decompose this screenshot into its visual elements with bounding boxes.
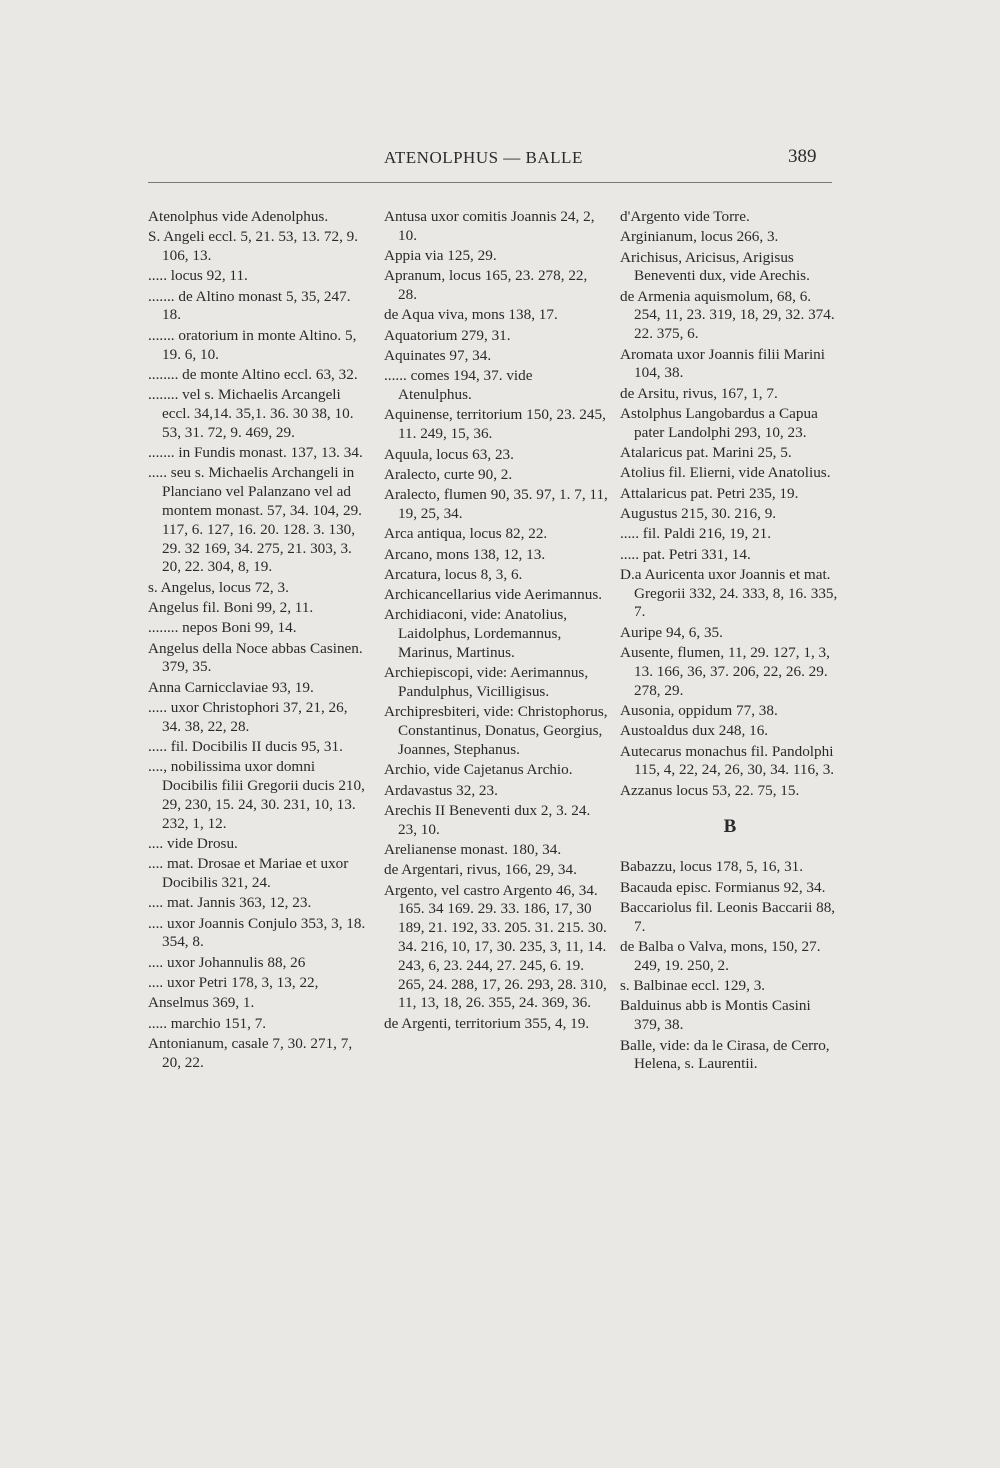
index-entry: Aralecto, flumen 90, 35. 97, 1. 7, 11, 19, 25, 34.: [384, 486, 608, 522]
index-entry: ...... comes 194, 37. vide Atenulphus.: [384, 367, 533, 404]
index-entry: Archio, vide Cajetanus Archio.: [384, 761, 573, 779]
index-entry: Arelianense monast. 180, 34.: [384, 841, 562, 858]
index-entry: Aquatorium 279, 31.: [384, 326, 511, 344]
index-entry: de Balba o Valva, mons, 150, 27. 249, 19. 250, 2.: [620, 938, 821, 974]
index-entry: Appia via 125, 29.: [384, 247, 497, 265]
index-entry: Austoaldus dux 248, 16.: [620, 722, 769, 740]
index-entry: Arechis II Beneventi dux 2, 3. 24. 23, 10.: [384, 801, 591, 838]
index-entry: Archiepiscopi, vide: Aerimannus, Pandulphus, Vicilligisus.: [384, 664, 589, 701]
index-entry: de Argentari, rivus, 166, 29, 34.: [384, 861, 577, 879]
index-entry: ..... pat. Petri 331, 14.: [620, 545, 751, 563]
index-entry: Atolius fil. Elierni, vide Anatolius.: [620, 464, 831, 482]
index-entry: s. Angelus, locus 72, 3.: [148, 578, 289, 596]
index-entry: Archipresbiteri, vide: Christophorus, Constantinus, Donatus, Georgius, Joannes, Stephanus.: [384, 703, 608, 759]
index-entry: .... uxor Johannulis 88, 26: [148, 953, 306, 971]
index-entry: S. Angeli eccl. 5, 21. 53, 13. 72, 9. 106, 13.: [148, 228, 359, 265]
page-number: 389: [788, 146, 817, 167]
index-entry: Aralecto, curte 90, 2.: [384, 465, 513, 483]
index-column-2: [384, 208, 608, 1035]
index-entry: ........ nepos Boni 99, 14.: [148, 619, 297, 637]
index-entry: Aquula, locus 63, 23.: [384, 445, 514, 463]
section-letter: B: [723, 816, 737, 838]
header-rule: [148, 182, 832, 183]
index-entry: .... vide Drosu.: [148, 835, 238, 852]
index-entry: ........ de monte Altino eccl. 63, 32.: [148, 365, 358, 383]
index-entry: .... mat. Drosae et Mariae et uxor Docibilis 321, 24.: [148, 855, 349, 892]
index-entry: Apranum, locus 165, 23. 278, 22, 28.: [384, 267, 588, 304]
index-entry: ...., nobilissima uxor domni Docibilis filii Gregorii ducis 210, 29, 230, 15. 24, 30. 231, 10, 13. 232, 1, 12.: [148, 758, 365, 832]
index-entry: Angelus fil. Boni 99, 2, 11.: [148, 598, 314, 616]
index-column-3: [620, 208, 840, 1076]
running-head: ATENOLPHUS — BALLE: [384, 148, 583, 167]
index-entry: .... uxor Petri 178, 3, 13, 22,: [148, 974, 319, 992]
index-entry: Astolphus Langobardus a Capua pater Landolphi 293, 10, 23.: [620, 404, 818, 441]
index-entry: Arginianum, locus 266, 3.: [620, 228, 779, 246]
index-entry: ..... seu s. Michaelis Archangeli in Planciano vel Palanzano vel ad montem monast. 57, 34. 104, 29. 117, 6. 127, 16. 20. 128. 3. 130, 29. 32 169, 34. 275, 21. 303, 3. 20, 22. 304, 8, 19.: [148, 464, 362, 576]
index-entry: Balle, vide: da le Cirasa, de Cerro, Helena, s. Laurentii.: [620, 1036, 830, 1073]
index-entry: ....... de Altino monast 5, 35, 247. 18.: [148, 287, 351, 324]
index-entry: Arcano, mons 138, 12, 13.: [384, 545, 546, 563]
index-entry: .... uxor Joannis Conjulo 353, 3, 18. 354, 8.: [148, 914, 366, 951]
index-entry: Aquinense, territorium 150, 23. 245, 11. 249, 15, 36.: [384, 406, 606, 443]
index-entry: Argento, vel castro Argento 46, 34. 165. 34 169. 29. 33. 186, 17, 30 189, 21. 192, 33. 205. 31. 215. 30. 34. 216, 10, 17, 30. 235, 3, 11, 14. 243, 6, 23. 244, 27. 245, 6. 19. 265, 24. 288, 17, 26. 293, 28. 310, 11, 13, 18, 26. 355, 24. 369, 36.: [384, 881, 607, 1012]
index-entry: Anselmus 369, 1.: [148, 994, 255, 1012]
index-entry: Babazzu, locus 178, 5, 16, 31.: [620, 858, 804, 876]
index-entry: Arichisus, Aricisus, Arigisus Beneventi dux, vide Arechis.: [620, 248, 810, 285]
index-entry: ..... uxor Christophori 37, 21, 26, 34. 38, 22, 28.: [148, 698, 348, 735]
index-entry: Augustus 215, 30. 216, 9.: [620, 504, 777, 522]
index-entry: Baccariolus fil. Leonis Baccarii 88, 7.: [620, 899, 836, 935]
index-entry: ....... oratorium in monte Altino. 5, 19. 6, 10.: [148, 326, 357, 363]
index-entry: ........ vel s. Michaelis Arcangeli eccl. 34,14. 35,1. 36. 30 38, 10. 53, 31. 72, 9. 469, 29.: [148, 386, 354, 441]
index-entry: Auripe 94, 6, 35.: [620, 623, 723, 641]
index-entry: Attalaricus pat. Petri 235, 19.: [620, 484, 799, 502]
index-entry: de Aqua viva, mons 138, 17.: [384, 306, 558, 324]
index-entry: .... mat. Jannis 363, 12, 23.: [148, 894, 312, 912]
index-entry: s. Balbinae eccl. 129, 3.: [620, 977, 766, 995]
index-entry: ..... locus 92, 11.: [148, 267, 248, 285]
index-entry: Bacauda episc. Formianus 92, 34.: [620, 878, 826, 896]
index-entry: Angelus della Noce abbas Casinen. 379, 35.: [148, 639, 363, 676]
index-entry: Archicancellarius vide Aerimannus.: [384, 586, 603, 604]
index-entry: Ausente, flumen, 11, 29. 127, 1, 3, 13. 166, 36, 37. 206, 22, 26. 29. 278, 29.: [620, 644, 830, 699]
index-entry: Archidiaconi, vide: Anatolius, Laidolphus, Lordemannus, Marinus, Martinus.: [384, 606, 568, 662]
index-entry: Antusa uxor comitis Joannis 24, 2, 10.: [384, 208, 595, 244]
index-entry: de Argenti, territorium 355, 4, 19.: [384, 1014, 590, 1032]
index-entry: Arca antiqua, locus 82, 22.: [384, 525, 548, 543]
index-entry: ..... fil. Paldi 216, 19, 21.: [620, 525, 772, 543]
index-entry: de Armenia aquismolum, 68, 6. 254, 11, 23. 319, 18, 29, 32. 374. 22. 375, 6.: [620, 287, 835, 343]
index-entry: Anna Carnicclaviae 93, 19.: [148, 678, 314, 696]
index-entry: Aquinates 97, 34.: [384, 347, 492, 365]
index-entry: Balduinus abb is Montis Casini 379, 38.: [620, 997, 811, 1034]
index-entry: d'Argento vide Torre.: [620, 208, 750, 225]
index-entry: Atalaricus pat. Marini 25, 5.: [620, 444, 792, 462]
index-entry: Azzanus locus 53, 22. 75, 15.: [620, 781, 800, 799]
index-entry: Autecarus monachus fil. Pandolphi 115, 4, 22, 24, 26, 30, 34. 116, 3.: [620, 742, 835, 779]
index-entry: Ardavastus 32, 23.: [384, 781, 498, 799]
index-entry: Aromata uxor Joannis filii Marini 104, 38.: [620, 345, 825, 382]
index-column-1: [148, 208, 368, 1074]
index-entry: ....... in Fundis monast. 137, 13. 34.: [148, 444, 363, 462]
index-entry: Atenolphus vide Adenolphus.: [148, 208, 329, 225]
index-entry: Arcatura, locus 8, 3, 6.: [384, 565, 523, 583]
index-entry: ..... marchio 151, 7.: [148, 1014, 267, 1032]
index-entry: Antonianum, casale 7, 30. 271, 7, 20, 22.: [148, 1034, 353, 1071]
index-entry: de Arsitu, rivus, 167, 1, 7.: [620, 384, 778, 402]
index-entry: ..... fil. Docibilis II ducis 95, 31.: [148, 738, 343, 756]
index-entry: D.a Auricenta uxor Joannis et mat. Gregorii 332, 24. 333, 8, 16. 335, 7.: [620, 565, 838, 621]
index-entry: Ausonia, oppidum 77, 38.: [620, 701, 778, 719]
